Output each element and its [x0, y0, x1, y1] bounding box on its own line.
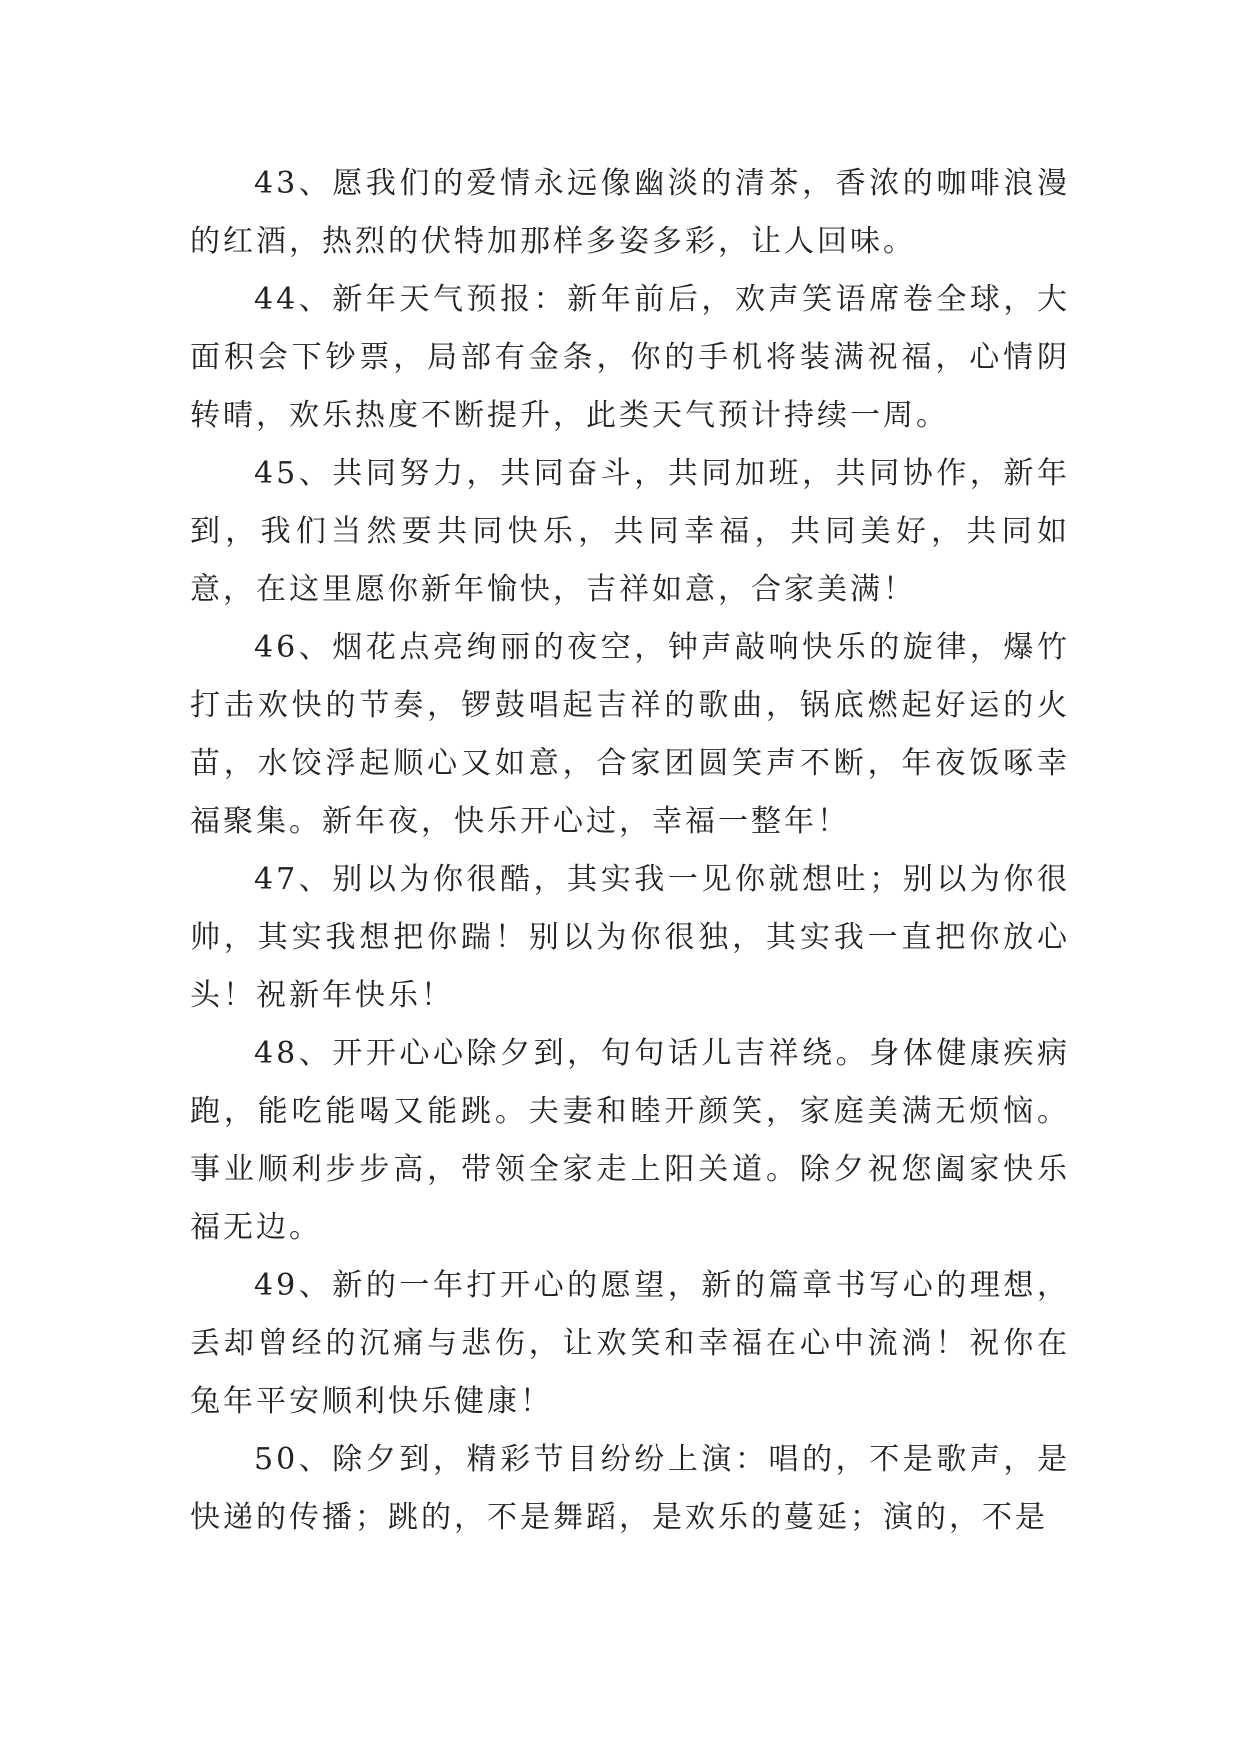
paragraph-47: 47、别以为你很酷，其实我一见你就想吐；别以为你很帅，其实我想把你踹！别以为你很独，其实我一直把你放心头！祝新年快乐！ [190, 862, 1070, 1013]
document-page [190, 155, 1070, 1547]
paragraph-44: 44、新年天气预报：新年前后，欢声笑语席卷全球，大面积会下钞票，局部有金条，你的手机将装满祝福，心情阴转晴，欢乐热度不断提升，此类天气预计持续一周。 [190, 282, 1070, 433]
paragraph-45: 45、共同努力，共同奋斗，共同加班，共同协作，新年到，我们当然要共同快乐，共同幸福，共同美好，共同如意，在这里愿你新年愉快，吉祥如意，合家美满！ [190, 456, 1070, 607]
paragraph-50: 50、除夕到，精彩节目纷纷上演：唱的，不是歌声，是快递的传播；跳的，不是舞蹈，是欢乐的蔓延；演的，不是 [190, 1442, 1070, 1535]
paragraph-49: 49、新的一年打开心的愿望，新的篇章书写心的理想，丢却曾经的沉痛与悲伤，让欢笑和幸福在心中流淌！祝你在兔年平安顺利快乐健康！ [190, 1268, 1070, 1419]
paragraph-43: 43、愿我们的爱情永远像幽淡的清茶，香浓的咖啡浪漫的红酒，热烈的伏特加那样多姿多彩，让人回味。 [190, 166, 1070, 259]
paragraph-48: 48、开开心心除夕到，句句话儿吉祥绕。身体健康疾病跑，能吃能喝又能跳。夫妻和睦开颜笑，家庭美满无烦恼。事业顺利步步高，带领全家走上阳关道。除夕祝您阖家快乐福无边。 [190, 1036, 1070, 1245]
paragraph-46: 46、烟花点亮绚丽的夜空，钟声敲响快乐的旋律，爆竹打击欢快的节奏，锣鼓唱起吉祥的歌曲，锅底燃起好运的火苗，水饺浮起顺心又如意，合家团圆笑声不断，年夜饭啄幸福聚集。新年夜，快乐开心过，幸福一整年！ [190, 630, 1070, 839]
